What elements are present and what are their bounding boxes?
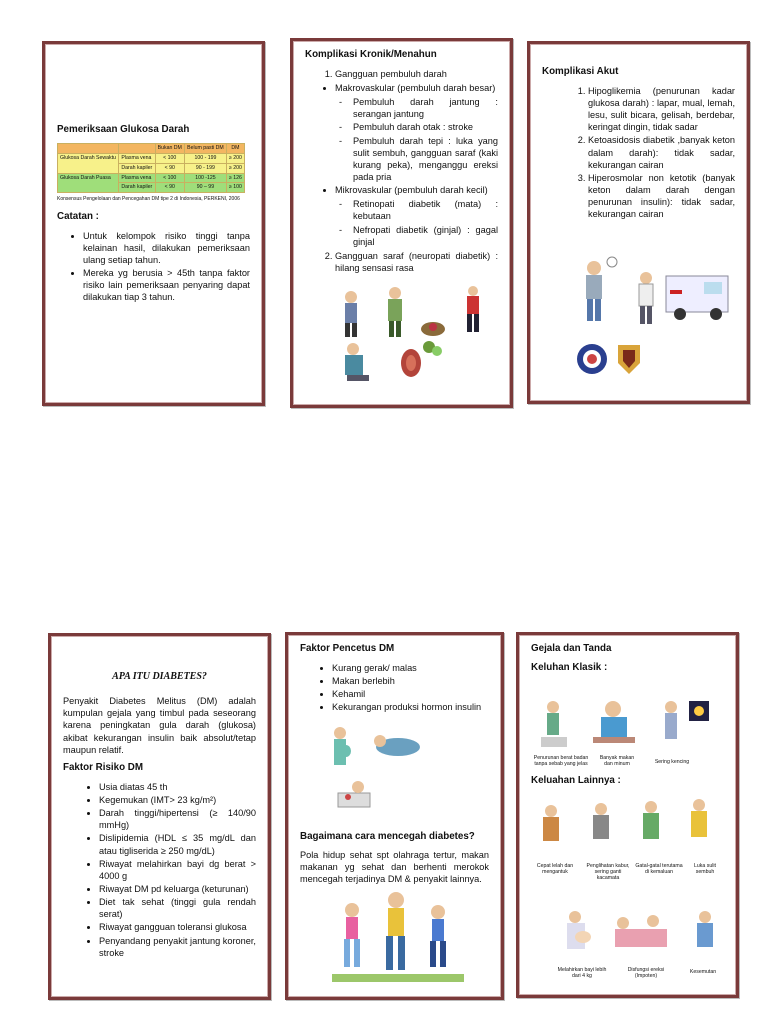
exercise-illustration — [332, 890, 464, 985]
big-baby-icon — [567, 911, 591, 949]
panel-title: Pemeriksaan Glukosa Darah — [57, 124, 190, 135]
person-stroke-icon — [388, 287, 402, 337]
erectile-dysfunction-icon — [615, 915, 667, 947]
panel-komplikasi-akut: Komplikasi Akut 1. Hipoglikemia (penurunan kadar glukosa darah) : lapar, mual, lemah, lesu, sulit bicara, gelisah, berdebar, keringat dingin, tidak sadar 2. Ketoasidosis diabetik ,banyak keton dalam darah): tidak sadar, kekurangan cairan 3. Hiperosmolar non ketotik (banyak keton dalam darah dengan penurunan insulin): tidak sadar, kekurangan cairan — [527, 41, 750, 404]
panel-gejala — [516, 632, 739, 998]
foot-wound-icon — [421, 322, 445, 336]
eating-drinking-icon — [593, 701, 635, 743]
caption: Gatal-gatal terutama di kemaluan — [635, 863, 683, 876]
caption: Banyak makan dan minum — [599, 755, 635, 768]
weight-loss-icon — [541, 701, 567, 747]
panel-title: Faktor Pencetus DM — [300, 643, 395, 654]
kidney-icon — [401, 349, 421, 377]
tired-icon — [543, 805, 559, 841]
caption: Cepat lelah dan mengantuk — [536, 863, 574, 876]
caption: Disfungsi ereksi (Impoten) — [627, 967, 665, 980]
notes-title: Catatan : — [57, 210, 99, 222]
panel-pemeriksaan — [42, 41, 265, 406]
caption: Sering kencing — [654, 759, 690, 765]
lazy-person-icon — [374, 735, 420, 756]
table-source: Konsensus Pengelolaan dan Pencegahan DM tipe 2 di Indonesia, PERKENI, 2006 — [57, 196, 240, 203]
caption: Luka sulit sembuh — [694, 863, 716, 876]
person-dizzy-icon — [586, 257, 617, 321]
ambulance-icon — [666, 276, 728, 320]
panel-title: Komplikasi Kronik/Menahun — [305, 49, 437, 60]
wound-icon — [691, 799, 707, 837]
panel-title: APA ITU DIABETES? — [112, 671, 207, 682]
klasik-title: Keluhan Klasik : — [531, 661, 608, 673]
notes-list: • Untuk kelompok risiko tinggi tanpa kelainan hasil, dilakukan pemeriksaan ulang setiap tahun. • Mereka yg berusia > 45th tanpa faktor risiko lain pemeriksaan penyaring dapat dilakukan tiap 3 tahun. — [57, 230, 250, 304]
caption: Penglihatan kabur, sering ganti kacamata — [586, 863, 630, 882]
panel-title: Komplikasi Akut — [542, 66, 619, 77]
tingling-icon — [697, 911, 713, 947]
panel-apa-itu-diabetes — [48, 633, 271, 1000]
panel-komplikasi-kronik: Komplikasi Kronik/Menahun 1. Gangguan pembuluh darah • Makrovaskular (pembuluh darah besar) - Pembuluh darah jantung : serangan jantung - Pembuluh darah otak : stroke - Pembuluh darah tepi : luka yang sulit sembuh, gangguan saraf (kaki kurang peka), menganggu ereksi pada pria • Mikrovaskular (pembuluh darah kecil) - Retinopati diabetik (mata) : kebutaan - Nefropati diabetik (ginjal) : gagal ginjal 2. Gangguan saraf (neuropati diabetik) : hilang sensasi rasa — [290, 38, 513, 408]
caption: Kesemutan — [689, 969, 717, 975]
university-logo-icon — [577, 344, 607, 374]
other-symptom-illustrations — [531, 795, 726, 855]
runner-man-icon — [386, 892, 405, 970]
trigger-list: • Kurang gerak/ malas • Makan berlebih • Kehamil • Kekurangan produksi hormon insulin — [300, 662, 489, 714]
classic-symptom-illustrations — [531, 697, 726, 753]
runner-woman-2-icon — [430, 905, 446, 967]
acute-illustrations — [576, 256, 736, 331]
glucose-table: Bukan DM Belum pasti DM DM Glukosa Darah Sewaktu Plasma vena < 100 100 - 199 ≥ 200 Darah kapiler < 90 90 - 199 ≥ 200 Glukosa Darah Puasa Plasma vena < 100 100 -125 ≥ 126 Darah kapiler < 90 90 – 99 ≥ 100 — [57, 143, 245, 193]
other-symptom-illustrations-2 — [559, 903, 729, 963]
person-eye-exam-icon — [345, 343, 369, 381]
complication-illustrations — [333, 283, 493, 391]
lain-title: Keluahan Lainnya : — [531, 775, 621, 786]
panel-title: Gejala dan Tanda — [531, 643, 612, 654]
logos — [576, 341, 646, 377]
runner-woman-icon — [344, 903, 360, 967]
person-numb-leg-icon — [467, 286, 479, 332]
food-icon — [423, 341, 442, 356]
paramedic-icon — [639, 272, 653, 324]
panel-faktor-pencetus — [285, 632, 504, 1000]
caption: Penurunan berat badan tanpa sebab yang jelas — [533, 755, 589, 768]
pregnant-woman-icon — [334, 727, 351, 765]
trigger-illustrations — [328, 723, 428, 823]
faculty-logo-icon — [618, 345, 640, 374]
caption: Melahirkan bayi lebih dari 4 kg — [557, 967, 607, 980]
overeating-icon — [338, 781, 370, 807]
frequent-urination-icon — [665, 701, 709, 739]
risk-title: Faktor Risiko DM — [63, 761, 144, 773]
risk-list: • Usia diatas 45 th • Kegemukan (IMT> 23 kg/m²) • Darah tinggi/hipertensi (≥ 140/90 mmHg) • Dislipidemia (HDL ≤ 35 mg/dL dan atau tigliserida ≥ 250 mg/dL) • Riwayat melahirkan bayi dg berat > 4000 g • Riwayat DM pd keluarga (keturunan) • Diet tak sehat (tinggi gula rendah serat) • Riwayat gangguan toleransi glukosa • Penyandang penyakit jantung koroner, stroke — [63, 781, 256, 959]
prevent-text: Pola hidup sehat spt olahraga tertur, makan makanan yg sehat dan berhenti merokok mencegah terjadinya DM & penyakit lainnya. — [300, 850, 489, 885]
intro-text: Penyakit Diabetes Melitus (DM) adalah kumpulan gejala yang timbul pada seseorang karena peningkatan gula darah (glukosa) akibat kekurangan insulin baik absolut/tetap maupun relatif. — [63, 696, 256, 755]
prevent-title: Bagaimana cara mencegah diabetes? — [300, 831, 475, 842]
itching-icon — [643, 801, 659, 839]
person-chest-pain-icon — [345, 291, 357, 337]
blurry-vision-icon — [593, 803, 609, 839]
